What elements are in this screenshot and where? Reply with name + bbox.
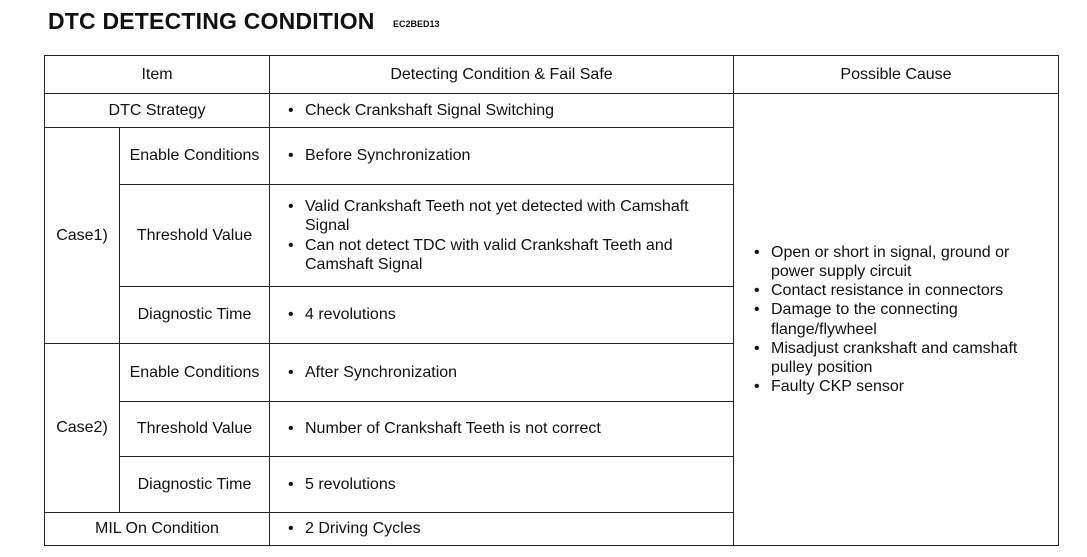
page-title: DTC DETECTING CONDITION <box>48 8 375 34</box>
possible-cause-list <box>754 243 1052 397</box>
case2-threshold-value: • Number of Crankshaft Teeth is not correct <box>288 419 725 438</box>
page-header <box>48 8 440 35</box>
mil-value: • 2 Driving Cycles <box>288 519 725 538</box>
cause-item: • Misadjust crankshaft and camshaft pulley position <box>754 339 1052 377</box>
possible-cause-cell <box>734 94 1059 546</box>
case1-threshold-value-cell <box>270 185 734 287</box>
case2-diagnostic-value: • 5 revolutions <box>288 475 725 494</box>
column-header-condition: Detecting Condition & Fail Safe <box>270 56 734 94</box>
case1-threshold-label: Threshold Value <box>120 185 270 287</box>
mil-value-cell <box>270 513 734 546</box>
case1-diagnostic-value-cell <box>270 287 734 344</box>
case1-enable-value-cell <box>270 128 734 185</box>
case1-enable-label: Enable Conditions <box>120 128 270 185</box>
case2-diagnostic-value-cell <box>270 457 734 513</box>
case2-enable-label: Enable Conditions <box>120 344 270 402</box>
case1-threshold-value: • Valid Crankshaft Teeth not yet detected with Camshaft Signal <box>288 197 725 235</box>
case2-enable-value-cell <box>270 344 734 402</box>
strategy-value-cell <box>270 94 734 128</box>
document-code: EC2BED13 <box>393 19 440 29</box>
case1-diagnostic-value: • 4 revolutions <box>288 305 725 324</box>
case2-diagnostic-label: Diagnostic Time <box>120 457 270 513</box>
mil-label: MIL On Condition <box>45 513 270 546</box>
case1-label: Case1) <box>45 128 120 344</box>
table-header-row <box>45 56 1059 94</box>
case2-threshold-label: Threshold Value <box>120 402 270 457</box>
column-header-item: Item <box>45 56 270 94</box>
case2-enable-value: • After Synchronization <box>288 363 725 382</box>
cause-item: • Open or short in signal, ground or power supply circuit <box>754 243 1052 281</box>
strategy-label: DTC Strategy <box>45 94 270 128</box>
cause-item: • Damage to the connecting flange/flywheel <box>754 300 1052 338</box>
table-row-strategy <box>45 94 1059 128</box>
case2-threshold-value-cell <box>270 402 734 457</box>
case1-threshold-value: • Can not detect TDC with valid Crankshaft Teeth and Camshaft Signal <box>288 236 725 274</box>
dtc-condition-table <box>44 55 1059 546</box>
column-header-cause: Possible Cause <box>734 56 1059 94</box>
cause-item: • Faulty CKP sensor <box>754 377 1052 396</box>
case1-enable-value: • Before Synchronization <box>288 146 725 165</box>
strategy-value: • Check Crankshaft Signal Switching <box>288 101 725 120</box>
case2-label: Case2) <box>45 344 120 513</box>
case1-diagnostic-label: Diagnostic Time <box>120 287 270 344</box>
cause-item: • Contact resistance in connectors <box>754 281 1052 300</box>
